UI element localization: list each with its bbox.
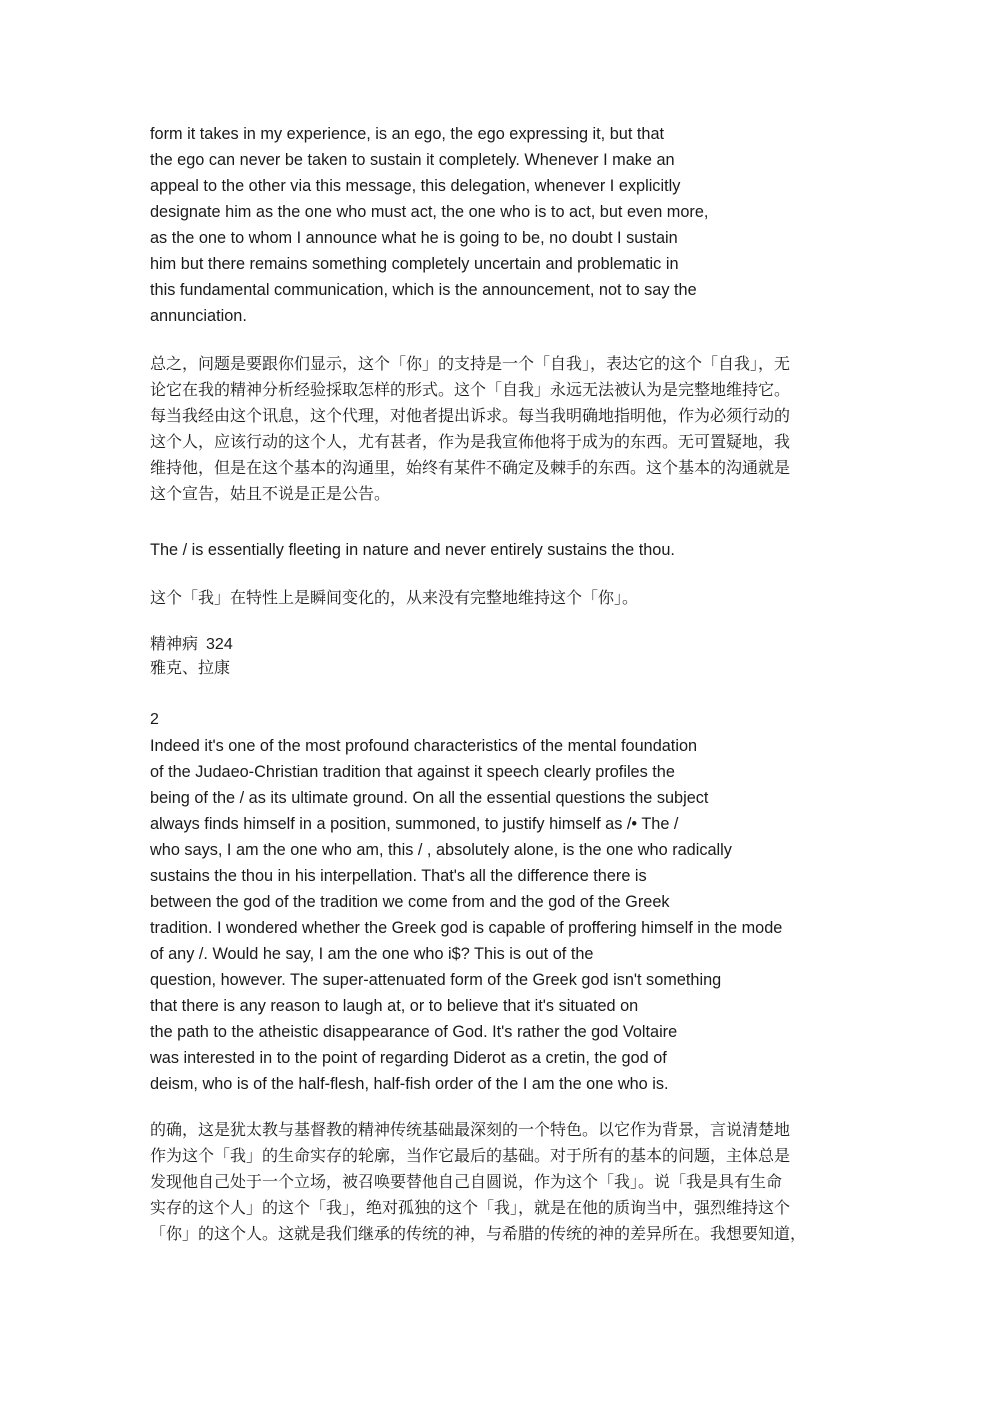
text-line: 论它在我的精神分析经验採取怎样的形式。这个「自我」永远无法被认为是完整地维持它。 bbox=[150, 380, 791, 399]
text-line: tradition. I wondered whether the Greek god is capable of proffering himself in the mode bbox=[150, 919, 783, 937]
text-line: of any /. Would he say, I am the one who i$? This is out of the bbox=[150, 945, 594, 963]
document-page bbox=[150, 121, 850, 1247]
english-paragraph-3 bbox=[150, 733, 850, 1097]
text-line: 发现他自己处于一个立场，被召唤要替他自己自圆说，作为这个「我」。说「我是具有生命 bbox=[150, 1172, 783, 1191]
text-line: sustains the thou in his interpellation. That's all the difference there is bbox=[150, 867, 647, 885]
text-line: 「你」的这个人。这就是我们继承的传统的神，与希腊的传统的神的差异所在。我想要知道， bbox=[150, 1224, 807, 1243]
text-line: the path to the atheistic disappearance of God. It's rather the god Voltaire bbox=[150, 1023, 678, 1041]
text-line: appeal to the other via this message, this delegation, whenever I explicitly bbox=[150, 177, 681, 195]
text-line: who says, I am the one who am, this / , absolutely alone, is the one who radically bbox=[150, 841, 732, 859]
book-title: 精神病 bbox=[150, 636, 199, 653]
text-line: being of the / as its ultimate ground. On all the essential questions the subject bbox=[150, 789, 709, 807]
text-line: 维持他，但是在这个基本的沟通里，始终有某件不确定及棘手的东西。这个基本的沟通就是 bbox=[150, 458, 791, 477]
text-line: The / is essentially fleeting in nature and never entirely sustains the thou. bbox=[150, 541, 675, 559]
chinese-paragraph-2 bbox=[150, 585, 850, 611]
text-line: always finds himself in a position, summoned, to justify himself as /• The / bbox=[150, 815, 679, 833]
text-line: between the god of the tradition we come from and the god of the Greek bbox=[150, 893, 670, 911]
text-line: designate him as the one who must act, the one who is to act, but even more, bbox=[150, 203, 709, 221]
text-line: this fundamental communication, which is the announcement, not to say the bbox=[150, 281, 697, 299]
text-line: annunciation. bbox=[150, 307, 247, 325]
text-line: 每当我经由这个讯息，这个代理，对他者提出诉求。每当我明确地指明他，作为必须行动的 bbox=[150, 406, 791, 425]
text-line: the ego can never be taken to sustain it completely. Whenever I make an bbox=[150, 151, 675, 169]
text-line: 这个「我」在特性上是瞬间变化的，从来没有完整地维持这个「你」。 bbox=[150, 588, 639, 607]
text-line: deism, who is of the half-flesh, half-fish order of the I am the one who is. bbox=[150, 1075, 669, 1093]
text-line: 这个宣告，姑且不说是正是公告。 bbox=[150, 484, 391, 503]
text-line: Indeed it's one of the most profound characteristics of the mental foundation bbox=[150, 737, 698, 755]
text-line: him but there remains something completely uncertain and problematic in bbox=[150, 255, 679, 273]
author-name: 雅克、拉康 bbox=[150, 660, 231, 677]
section-number: 2 bbox=[150, 711, 159, 728]
text-line: 总之，问题是要跟你们显示，这个「你」的支持是一个「自我」，表达它的这个「自我」，无 bbox=[150, 354, 791, 373]
english-paragraph-1 bbox=[150, 121, 850, 329]
text-line: as the one to whom I announce what he is going to be, no doubt I sustain bbox=[150, 229, 678, 247]
page-number: 324 bbox=[206, 636, 233, 653]
text-line: was interested in to the point of regarding Diderot as a cretin, the god of bbox=[150, 1049, 667, 1067]
text-line: 这个人，应该行动的这个人，尤有甚者，作为是我宣佈他将于成为的东西。无可置疑地，我 bbox=[150, 432, 791, 451]
text-line: 的确，这是犹太教与基督教的精神传统基础最深刻的一个特色。以它作为背景，言说清楚地 bbox=[150, 1120, 791, 1139]
english-paragraph-2 bbox=[150, 537, 850, 563]
text-line: that there is any reason to laugh at, or to believe that it's situated on bbox=[150, 997, 639, 1015]
text-line: of the Judaeo-Christian tradition that against it speech clearly profiles the bbox=[150, 763, 675, 781]
text-line: form it takes in my experience, is an ego, the ego expressing it, but that bbox=[150, 125, 665, 143]
text-line: question, however. The super-attenuated form of the Greek god isn't something bbox=[150, 971, 722, 989]
text-line: 实存的这个人」的这个「我」，绝对孤独的这个「我」，就是在他的质询当中，强烈维持这个 bbox=[150, 1198, 791, 1217]
chinese-paragraph-3 bbox=[150, 1117, 850, 1247]
chinese-paragraph-1 bbox=[150, 351, 850, 507]
text-line: 作为这个「我」的生命实存的轮廓，当作它最后的基础。对于所有的基本的问题，主体总是 bbox=[150, 1146, 791, 1165]
running-header bbox=[150, 633, 850, 681]
